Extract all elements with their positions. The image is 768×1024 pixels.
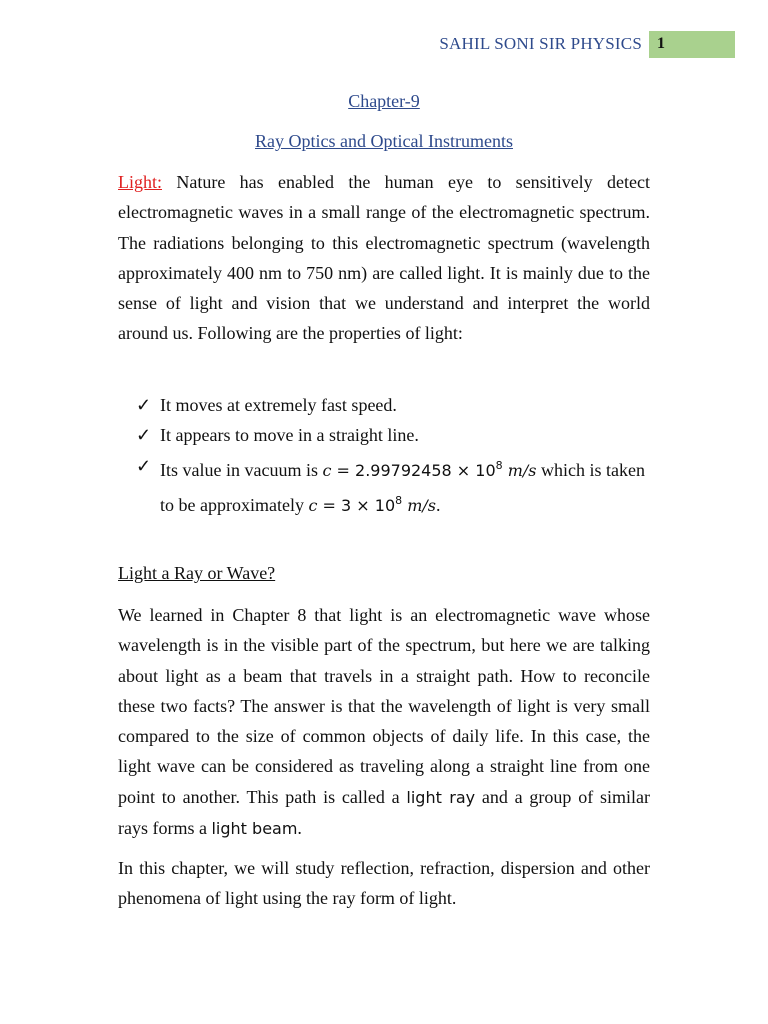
page-header	[0, 31, 768, 58]
page-number-box	[649, 31, 735, 58]
section-paragraph-2: In this chapter, we will study reflection, refraction, dispersion and other phenomena of light using the ray form of light.	[118, 858, 650, 909]
light-beam-term: light beam	[211, 819, 298, 839]
page-number: 1	[657, 35, 665, 52]
list-item-text: It appears to move in a straight line.	[160, 425, 419, 446]
math-exponent: 8	[495, 458, 503, 472]
math-symbol: c =	[308, 495, 342, 515]
header-title: SAHIL SONI SIR PHYSICS	[439, 34, 642, 53]
list-item-text	[160, 451, 656, 522]
list-item	[136, 420, 656, 450]
math-number: 3 × 10	[341, 495, 396, 515]
intro-text: Nature has enabled the human eye to sensitively detect electromagnetic waves in a small range of the electromagnetic spectrum. The radiations belonging to this electromagnetic spectrum (wavelength approximately 400 nm to 750 nm) are called light. It is mainly due to the sense of light and vision that we understand and interpret the world around us. Following are the properties of light:	[118, 172, 650, 344]
check-icon: ✓	[136, 425, 152, 446]
check-icon: ✓	[136, 455, 152, 476]
light-term: Light:	[118, 172, 162, 192]
math-exponent: 8	[395, 493, 403, 507]
light-ray-term: light ray	[406, 787, 476, 807]
text-segment: and a group of similar rays forms a	[118, 786, 650, 839]
text-segment: .	[436, 494, 441, 515]
list-item	[136, 451, 656, 522]
list-item-text: It moves at extremely fast speed.	[160, 395, 397, 415]
check-icon: ✓	[136, 395, 152, 415]
intro-paragraph	[118, 167, 650, 349]
math-symbol: c =	[322, 460, 356, 480]
section-heading: Light a Ray or Wave?	[118, 563, 276, 583]
math-number: 2.99792458 × 10	[355, 460, 496, 480]
chapter-title: Chapter-9	[348, 91, 420, 111]
list-item	[136, 390, 656, 420]
chapter-subtitle: Ray Optics and Optical Instruments	[255, 131, 513, 151]
text-segment: We learned in Chapter 8 that light is an electromagnetic wave whose wavelength is in the visible part of the spectrum, but here we are talking about light as a beam that travels in a straight path. How to reconcile these two facts? The answer is that the wavelength of light is very small compared to the size of common objects of daily life. In this case, the light wave can be considered as traveling along a straight line from one point to another. This path is called a	[118, 605, 650, 807]
properties-list	[136, 390, 656, 521]
math-unit: m/s	[502, 460, 537, 480]
math-unit: m/s	[402, 495, 436, 515]
section-paragraph-1	[118, 600, 650, 844]
text-segment: Its value in vacuum is	[160, 459, 323, 480]
text-segment: .	[297, 818, 302, 839]
text-segment: which is taken to be approximately	[160, 459, 645, 515]
